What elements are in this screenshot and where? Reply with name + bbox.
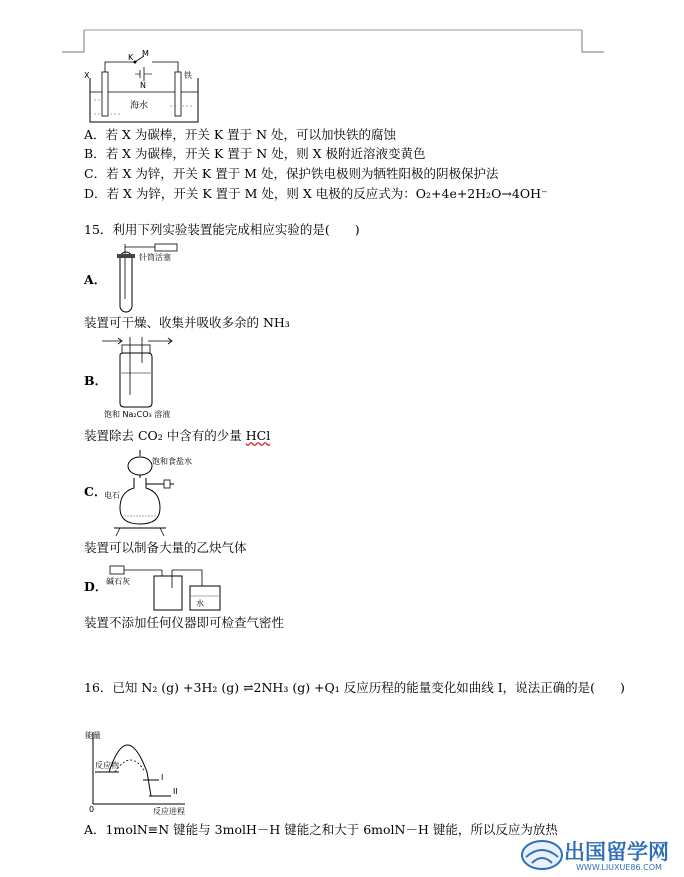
watermark-url: WWW.LIUXUE86.COM [576,863,662,872]
iron-label: 铁 [184,71,192,80]
carbide-label: 电石 [104,491,120,500]
watermark-logo [518,832,684,877]
curve-i-label: I [161,773,164,782]
q15-c-caption: 装置可以制备大量的乙炔气体 [84,540,247,555]
m-label: M [142,49,149,58]
globe-icon [520,835,564,875]
na2co3-label: 饱和 Na₂CO₃ 溶液 [104,410,171,419]
figure-d-airtightness-setup [106,558,246,613]
watermark-name: 出国留学网 [564,840,669,864]
q15-a-letter: A． [84,272,107,287]
reactant-label: 反应物 [95,761,119,770]
figure-b-wash-bottle [100,333,210,418]
q15-d-caption: 装置不添加任何仪器即可检查气密性 [84,615,285,630]
q15-stem: 15．利用下列实验装置能完成相应实验的是( ) [84,222,360,237]
n-label: N [140,81,146,90]
q15-a-caption: 装置可干燥、收集并吸收多余的 NH₃ [84,315,290,330]
curve-ii-label: II [173,787,178,796]
figure-a-syringe-tube [105,244,195,314]
q14-option-d: D．若 X 为锌，开关 K 置于 M 处，则 X 电极的反应式为：O₂+4e+2H₂O→4OH⁻ [84,186,548,201]
k-label: K [128,53,134,62]
y-axis-label: 能量 [85,731,101,740]
q15-b-letter: B． [84,373,108,388]
figure-c-acetylene-generator [104,448,224,538]
q15-d-letter: D． [84,579,108,594]
x-label: X [84,71,90,80]
water-label: 水 [196,599,204,608]
syringe-label: 针筒活塞 [139,253,171,262]
q16-stem: 16．已知 N₂ (g) +3H₂ (g) ⇌2NH₃ (g) +Q₁ 反应历程的能量变化如曲线 I，说法正确的是( ) [84,680,625,695]
q14-option-c: C．若 X 为锌，开关 K 置于 M 处，保护铁电极则为牺牲阳极的阴极保护法 [84,166,499,181]
q14-option-a: A．若 X 为碳棒，开关 K 置于 N 处，可以加快铁的腐蚀 [84,127,397,142]
seawater-label: 海水 [130,101,149,111]
electrolysis-figure [80,50,210,125]
q14-option-b: B．若 X 为碳棒，开关 K 置于 N 处，则 X 极附近溶液变黄色 [84,146,426,161]
x-axis-label: 反应进程 [153,807,185,816]
q15-c-letter: C． [84,484,107,499]
energy-profile-graph [85,728,195,818]
sodalime-label: 碱石灰 [106,577,130,586]
origin-label: 0 [89,805,95,814]
brine-label: 饱和食盐水 [152,457,192,466]
q16-option-a: A．1molN≡N 键能与 3molH－H 键能之和大于 6molN－H 键能，所以反应为放热 [84,822,558,837]
q15-b-caption: 装置除去 CO₂ 中含有的少量 HCl [84,428,271,443]
